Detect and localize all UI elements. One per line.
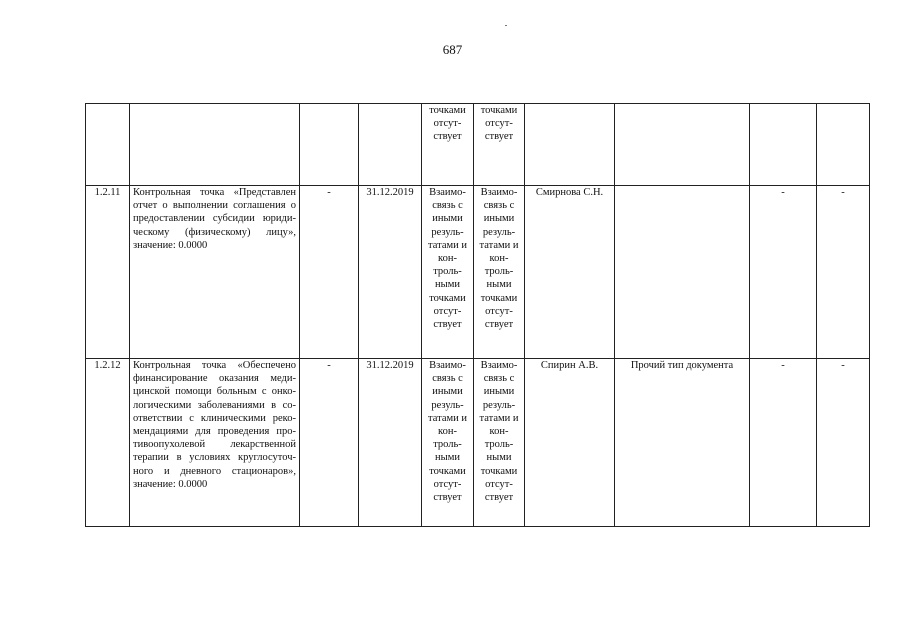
text-line: иными [483, 213, 515, 225]
text-line: ными [435, 452, 460, 464]
cell-col9: - [750, 359, 817, 527]
cell-person: Спирин А.В. [525, 359, 615, 527]
text-line: ного и дневного стационаров», [133, 465, 296, 477]
text-line: значение: 0.0000 [133, 239, 208, 251]
cell-date [359, 104, 422, 186]
cell-col10: - [817, 359, 870, 527]
text-line: кон- [489, 253, 509, 265]
text-line: ствует [484, 131, 514, 143]
cell-person [525, 104, 615, 186]
text-line: троль- [484, 439, 514, 451]
text-line: отсут- [433, 118, 462, 130]
text-line: татами и [428, 412, 467, 424]
text-line: кон- [489, 426, 509, 438]
text-line: ответствии с клиническими реко- [133, 412, 296, 424]
text-line: татами и [428, 239, 467, 251]
table-row [86, 359, 870, 527]
cell-col9 [750, 104, 817, 186]
text-line: ствует [484, 319, 514, 331]
cell-col6 [474, 104, 525, 186]
text-line: связь с [483, 373, 515, 385]
scan-speck [505, 25, 507, 26]
text-line: отсут- [433, 478, 462, 490]
text-line: отсут- [485, 118, 513, 130]
text-line: терапии в условиях круглосуточ- [133, 452, 296, 464]
text-line: точками [429, 465, 466, 477]
control-points-table [85, 103, 870, 527]
text-line: Взаимо- [480, 360, 518, 371]
cell-date: 31.12.2019 [359, 359, 422, 527]
cell-doc-type [615, 104, 750, 186]
cell-desc [130, 186, 300, 359]
text-line: ствует [484, 492, 514, 504]
text-line: резуль- [431, 399, 464, 411]
text-line: цинской помощи больным с онко- [133, 386, 296, 398]
text-line: троль- [484, 266, 514, 278]
text-line: кон- [438, 253, 457, 265]
table-row [86, 186, 870, 359]
text-line: ными [435, 279, 460, 291]
text-line: логическими заболеваниями в со- [133, 399, 296, 411]
cell-col6 [474, 359, 525, 527]
table-row-continued [86, 104, 870, 186]
text-line: иными [432, 213, 463, 225]
cell-desc [130, 359, 300, 527]
cell-date: 31.12.2019 [359, 186, 422, 359]
text-line: ными [486, 279, 512, 291]
text-line: значение: 0.0000 [133, 478, 208, 490]
text-line: ческому (физическому) лицу», [133, 226, 296, 238]
text-line: точками [480, 105, 518, 116]
cell-col6 [474, 186, 525, 359]
text-line: точками [429, 105, 466, 116]
text-line: отсут- [433, 305, 462, 317]
text-line: резуль- [482, 226, 516, 238]
text-line: Взаимо- [429, 187, 466, 198]
text-line: ными [486, 452, 512, 464]
cell-col10 [817, 104, 870, 186]
text-line: татами и [479, 412, 519, 424]
text-line: ствует [433, 319, 462, 331]
text-line: финансирование оказания меди- [133, 373, 296, 385]
cell-col5 [422, 104, 474, 186]
text-line: татами и [479, 239, 519, 251]
page-number: 687 [442, 42, 463, 57]
text-line: резуль- [482, 399, 516, 411]
cell-desc [130, 104, 300, 186]
text-line: предоставлении субсидии юриди- [133, 213, 296, 225]
text-line: кон- [438, 426, 457, 438]
text-line: отсут- [485, 305, 513, 317]
text-line: связь с [432, 373, 463, 385]
text-line: тивоопухолевой лекарственной [133, 439, 296, 451]
cell-col5 [422, 359, 474, 527]
text-line: мендациями для проведения про- [133, 426, 296, 438]
text-line: ствует [433, 131, 462, 143]
text-line: троль- [433, 266, 462, 278]
cell-doc-type [615, 186, 750, 359]
cell-num: 1.2.11 [86, 186, 130, 359]
text-line: Взаимо- [480, 187, 518, 198]
cell-col3: - [300, 359, 359, 527]
text-line: ствует [433, 492, 462, 504]
text-line: иными [483, 386, 515, 398]
text-line: связь с [483, 200, 515, 212]
text-line: точками [429, 292, 466, 304]
text-line: Контрольная точка «Представлен [133, 187, 296, 198]
cell-col3 [300, 104, 359, 186]
text-line: связь с [432, 200, 463, 212]
text-line: резуль- [431, 226, 464, 238]
text-line: Контрольная точка «Обеспечено [133, 360, 296, 371]
text-line: иными [432, 386, 463, 398]
cell-person: Смирнова С.Н. [525, 186, 615, 359]
text-line: троль- [433, 439, 462, 451]
cell-num [86, 104, 130, 186]
text-line: точками [480, 292, 518, 304]
cell-col5 [422, 186, 474, 359]
cell-col10: - [817, 186, 870, 359]
text-line: отсут- [485, 478, 513, 490]
cell-num: 1.2.12 [86, 359, 130, 527]
cell-doc-type: Прочий тип документа [615, 359, 750, 527]
cell-col9: - [750, 186, 817, 359]
text-line: точками [480, 465, 518, 477]
cell-col3: - [300, 186, 359, 359]
text-line: отчет о выполнении соглашения о [133, 200, 296, 212]
text-line: Взаимо- [429, 360, 466, 371]
